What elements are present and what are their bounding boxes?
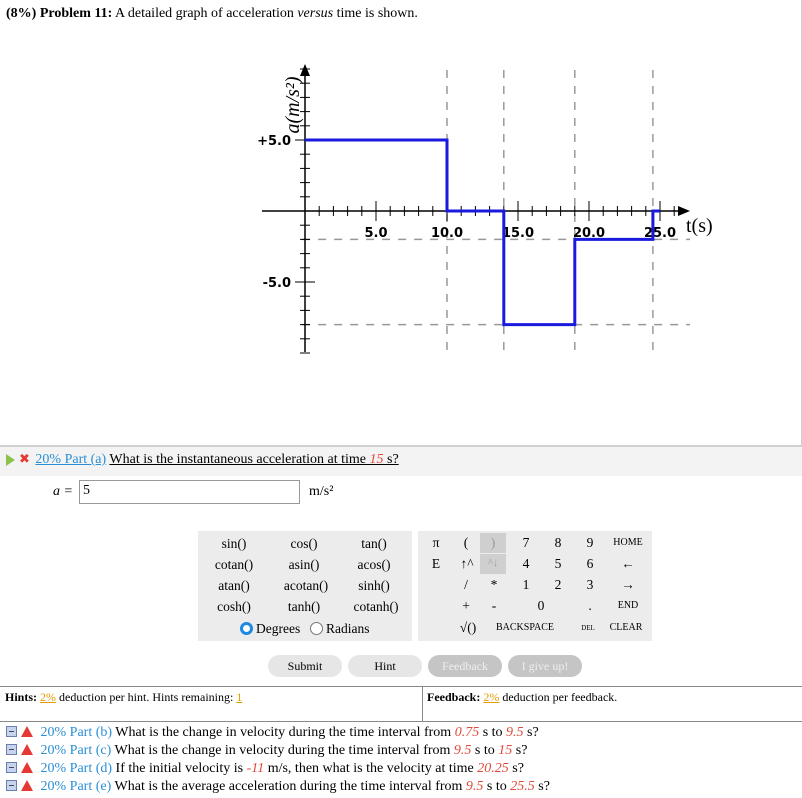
part-a-question-end: s? (383, 452, 399, 467)
part-e-row[interactable] (6, 779, 550, 795)
function-keypad (198, 531, 412, 641)
hints-label: Hints: (5, 690, 38, 704)
part-c-percent[interactable]: 20% Part (c) (40, 743, 112, 758)
answer-unit: m/s² (309, 484, 334, 499)
key-cos[interactable]: cos() (290, 536, 318, 551)
part-b-text: What is the change in velocity during the time interval from (115, 725, 455, 740)
answer-input[interactable]: 5 (79, 480, 300, 504)
x-tick-label: 15.0 (501, 226, 535, 241)
degrees-option[interactable] (240, 621, 300, 637)
feedback-label: Feedback: (427, 690, 481, 704)
part-a-question-text: What is the instantaneous acceleration at time (109, 452, 370, 467)
numeric-keypad (418, 531, 652, 641)
radians-label: Radians (326, 621, 370, 636)
x-tick-label: 20.0 (572, 226, 606, 241)
key-0[interactable]: 0 (537, 598, 545, 613)
part-c-row[interactable] (6, 743, 527, 759)
key-1[interactable]: 1 (522, 577, 530, 592)
part-b-row[interactable] (6, 725, 539, 741)
key-4[interactable]: 4 (522, 556, 530, 571)
key-7[interactable]: 7 (522, 535, 530, 550)
axes (257, 64, 690, 353)
key-tanh[interactable]: tanh() (287, 599, 321, 614)
problem-label: Problem 11: (39, 6, 113, 21)
part-d-row[interactable] (6, 761, 524, 777)
x-tick-label: 10.0 (430, 226, 464, 241)
part-d-text2: m/s, then what is the velocity at time (264, 761, 478, 776)
key-clear[interactable]: CLEAR (609, 622, 643, 633)
key-cosh[interactable]: cosh() (217, 599, 251, 614)
part-c-text: What is the change in velocity during the time interval from (114, 743, 454, 758)
problem-weight: (8%) (6, 6, 37, 21)
x-axis-label: t(s) (686, 215, 713, 237)
list-icon (6, 726, 17, 737)
warning-icon (21, 726, 33, 737)
hints-remaining: 1 (236, 690, 243, 704)
key-acotan[interactable]: acotan() (283, 578, 329, 593)
part-d-percent[interactable]: 20% Part (d) (40, 761, 113, 776)
answer-label: a = (53, 484, 73, 499)
part-c-text2: s to (471, 743, 499, 758)
key-9[interactable]: 9 (586, 535, 594, 550)
key-tan[interactable]: tan() (361, 536, 387, 551)
incorrect-icon: ✖ (19, 452, 30, 467)
key-asin[interactable]: asin() (288, 557, 320, 572)
problem-text: A detailed graph of acceleration (115, 6, 298, 21)
warning-icon (21, 780, 33, 791)
divider (422, 686, 423, 722)
give-up-button[interactable]: I give up! (508, 655, 582, 677)
hints-info (5, 690, 242, 705)
part-c-text3: s? (512, 743, 528, 758)
key-atan[interactable]: atan() (218, 578, 250, 593)
part-b-value2: 9.5 (506, 725, 524, 740)
key-2[interactable]: 2 (554, 577, 562, 592)
part-a-question (109, 452, 398, 467)
y-tick-label: -5.0 (262, 276, 291, 291)
list-icon (6, 744, 17, 755)
y-tick-label: +5.0 (257, 134, 291, 149)
part-c-value1: 9.5 (453, 743, 472, 758)
key-e[interactable]: E (431, 556, 441, 571)
part-d-text: If the initial velocity is (115, 761, 247, 776)
key-subscript[interactable]: ^↓ (480, 554, 506, 574)
acceleration-line (305, 140, 660, 325)
part-c-value2: 15 (498, 743, 513, 758)
feedback-info (427, 690, 617, 705)
part-d-text3: s? (508, 761, 524, 776)
plot (305, 140, 660, 325)
key-back-arrow[interactable]: ← (621, 556, 635, 571)
part-e-percent[interactable]: 20% Part (e) (40, 779, 112, 794)
key-sinh[interactable]: sinh() (358, 578, 390, 593)
key-forward-arrow[interactable]: → (621, 577, 635, 592)
hint-button[interactable]: Hint (348, 655, 422, 677)
part-e-value1: 9.5 (465, 779, 484, 794)
key-minus[interactable]: - (491, 598, 497, 613)
part-e-value2: 25.5 (510, 779, 535, 794)
list-icon (6, 780, 17, 791)
key-6[interactable]: 6 (586, 556, 594, 571)
list-icon (6, 762, 17, 773)
warning-icon (21, 744, 33, 755)
key-decimal[interactable]: . (588, 598, 592, 613)
part-b-text2: s to (479, 725, 507, 740)
part-e-text2: s to (483, 779, 511, 794)
key-divide[interactable]: / (464, 577, 468, 592)
part-a-question-value: 15 (369, 452, 384, 467)
part-e-text: What is the average acceleration during the time interval from (114, 779, 466, 794)
y-axis-arrow (300, 64, 310, 76)
part-e-text3: s? (534, 779, 550, 794)
key-power[interactable]: ↑^ (460, 556, 474, 571)
radians-option[interactable] (310, 621, 370, 637)
part-a-percent[interactable]: 20% Part (a) (35, 452, 107, 467)
key-del[interactable]: DEL (581, 624, 595, 632)
problem-text-end: time is shown. (333, 6, 418, 21)
part-b-percent[interactable]: 20% Part (b) (40, 725, 113, 740)
part-b-text3: s? (523, 725, 539, 740)
key-open-paren[interactable]: ( (463, 535, 469, 550)
key-close-paren[interactable]: ) (480, 533, 506, 553)
problem-text-italic: versus (297, 6, 334, 21)
x-tick-label: 5.0 (364, 226, 388, 241)
key-plus[interactable]: + (462, 598, 470, 613)
key-end[interactable]: END (617, 600, 639, 611)
warning-icon (21, 762, 33, 773)
degrees-label: Degrees (256, 621, 301, 636)
key-acos[interactable]: acos() (357, 557, 391, 572)
key-sin[interactable]: sin() (221, 536, 247, 551)
play-icon[interactable] (6, 454, 15, 466)
radians-radio[interactable] (310, 622, 323, 635)
part-d-value1: -11 (246, 761, 265, 776)
feedback-text: deduction per feedback. (499, 690, 618, 704)
submit-button[interactable]: Submit (268, 655, 342, 677)
key-pi[interactable]: π (432, 535, 440, 550)
key-cotanh[interactable]: cotanh() (353, 599, 399, 614)
degrees-radio[interactable] (240, 622, 253, 635)
key-cotan[interactable]: cotan() (214, 557, 254, 572)
key-5[interactable]: 5 (554, 556, 562, 571)
part-b-value1: 0.75 (454, 725, 480, 740)
part-a-title[interactable] (6, 452, 399, 468)
feedback-button[interactable]: Feedback (428, 655, 502, 677)
key-backspace[interactable]: BACKSPACE (496, 622, 554, 633)
key-sqrt[interactable]: √() (459, 620, 477, 635)
part-d-value2: 20.25 (477, 761, 509, 776)
key-3[interactable]: 3 (586, 577, 594, 592)
y-axis-label: a(m/s²) (282, 76, 304, 134)
key-8[interactable]: 8 (554, 535, 562, 550)
key-multiply[interactable]: * (490, 577, 498, 592)
hints-text: deduction per hint. Hints remaining: (56, 690, 237, 704)
key-home[interactable]: HOME (613, 537, 643, 548)
x-tick-label: 25.0 (643, 226, 677, 241)
feedback-percent: 2% (483, 690, 500, 704)
hints-percent: 2% (40, 690, 57, 704)
